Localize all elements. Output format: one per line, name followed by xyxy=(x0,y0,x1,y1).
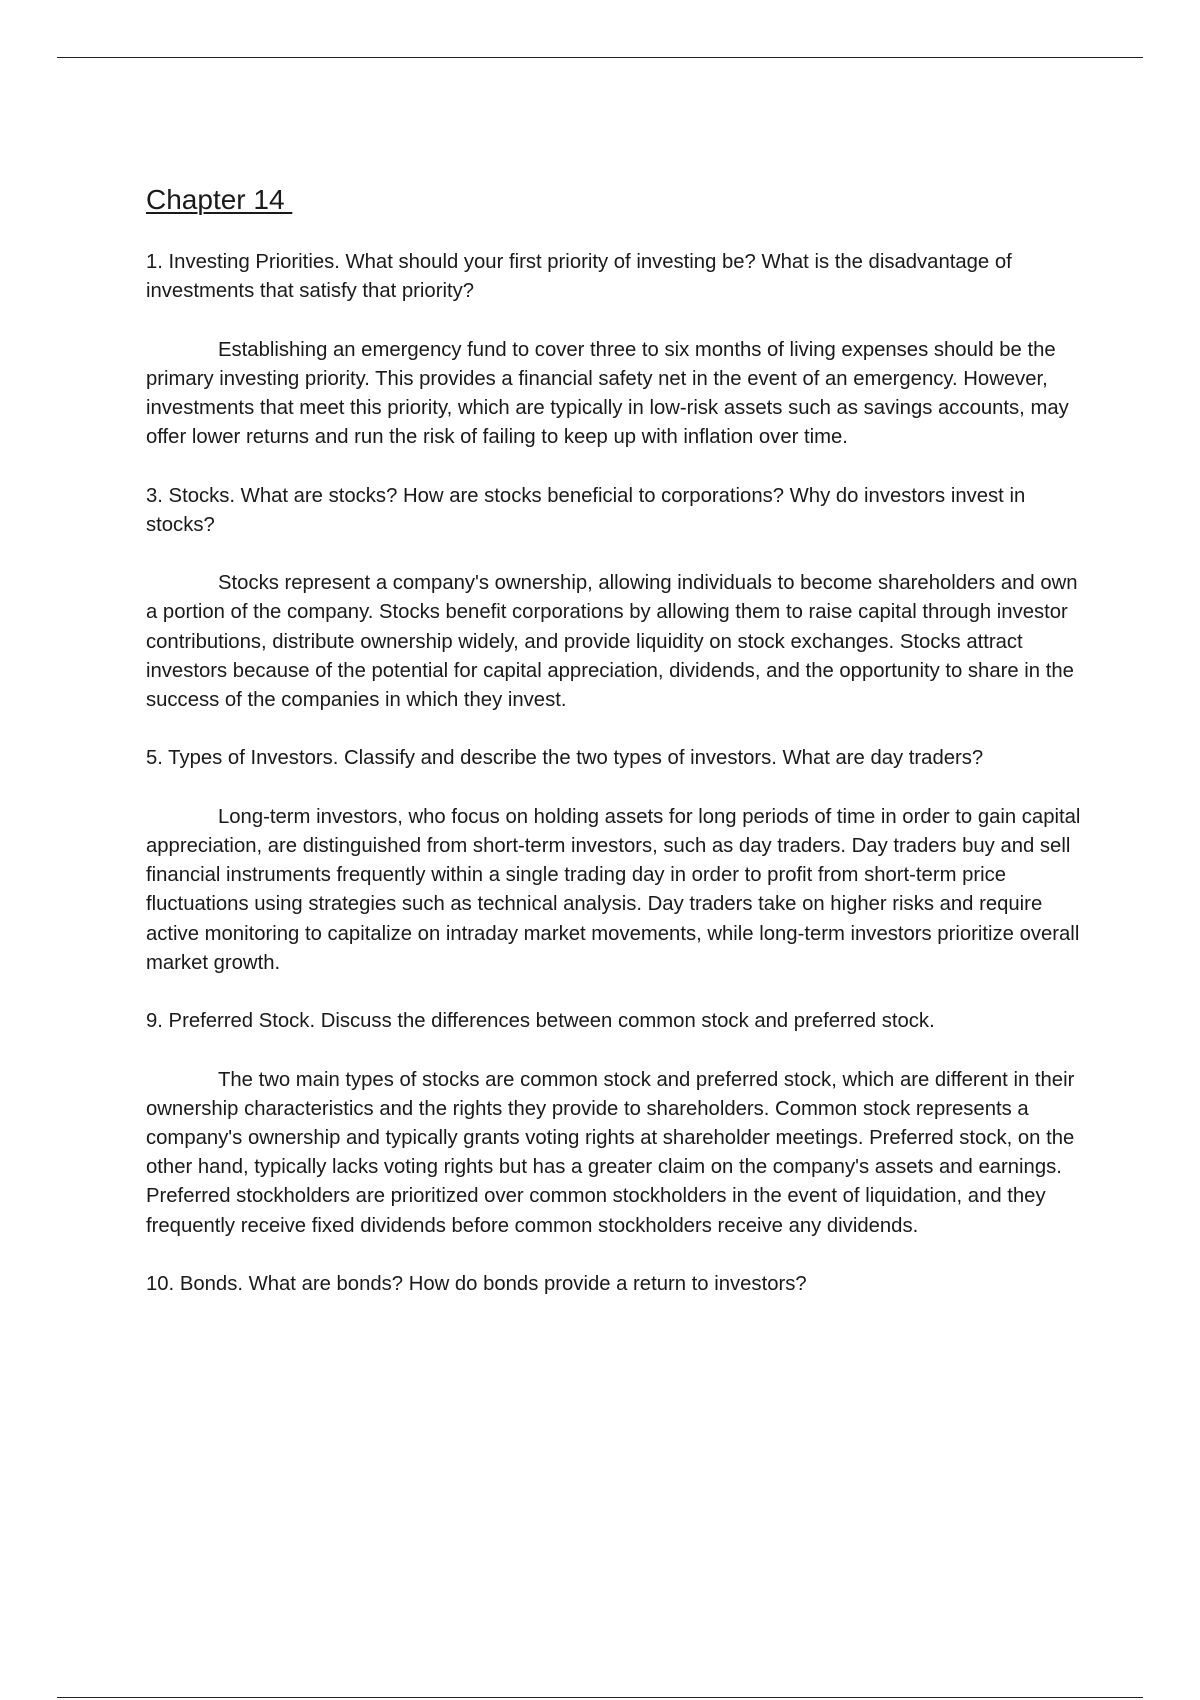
chapter-title: Chapter 14 xyxy=(146,184,293,215)
answer-3: Stocks represent a company's ownership, allowing individuals to become shareholders and own a portion of the company. Stocks benefit corporations by allowing them to raise capital through investor contributions, distribute ownership widely, and provide liquidity on stock exchanges. Stocks attract investors because of the potential for capital appreciation, dividends, and the opportunity to share in the success of the companies in which they invest. xyxy=(146,572,1078,711)
question-3: 3. Stocks. What are stocks? How are stocks beneficial to corporations? Why do investors invest in stocks? xyxy=(146,484,1026,536)
answer-9: The two main types of stocks are common stock and preferred stock, which are different in their ownership characteristics and the rights they provide to shareholders. Common stock represents a company's ownership and typically grants voting rights at shareholder meetings. Preferred stock, on the other hand, typically lacks voting rights but has a greater claim on the company's assets and earnings. Preferred stockholders are prioritized over common stockholders in the event of liquidation, and they frequently receive fixed dividends before common stockholders receive any dividends. xyxy=(146,1068,1075,1237)
answer-1: Establishing an emergency fund to cover three to six months of living expenses should be the primary investing priority. This provides a financial safety net in the event of an emergency. However, investments that meet this priority, which are typically in low-risk assets such as savings accounts, may offer lower returns and run the risk of failing to keep up with inflation over time. xyxy=(146,338,1069,449)
question-9: 9. Preferred Stock. Discuss the differences between common stock and preferred stock. xyxy=(146,1010,935,1033)
document-body xyxy=(146,183,1086,1328)
question-10: 10. Bonds. What are bonds? How do bonds provide a return to investors? xyxy=(146,1272,807,1295)
question-1: 1. Investing Priorities. What should your first priority of investing be? What is the disadvantage of investments that satisfy that priority? xyxy=(146,251,1012,303)
answer-5: Long-term investors, who focus on holding assets for long periods of time in order to gain capital appreciation, are distinguished from short-term investors, such as day traders. Day traders buy and sell financial instruments frequently within a single trading day in order to profit from short-term price fluctuations using strategies such as technical analysis. Day traders take on higher risks and require active monitoring to capitalize on intraday market movements, while long-term investors prioritize overall market growth. xyxy=(146,805,1081,974)
bottom-divider xyxy=(57,1697,1143,1698)
top-divider xyxy=(57,57,1143,58)
question-5: 5. Types of Investors. Classify and describe the two types of investors. What are day traders? xyxy=(146,747,984,770)
